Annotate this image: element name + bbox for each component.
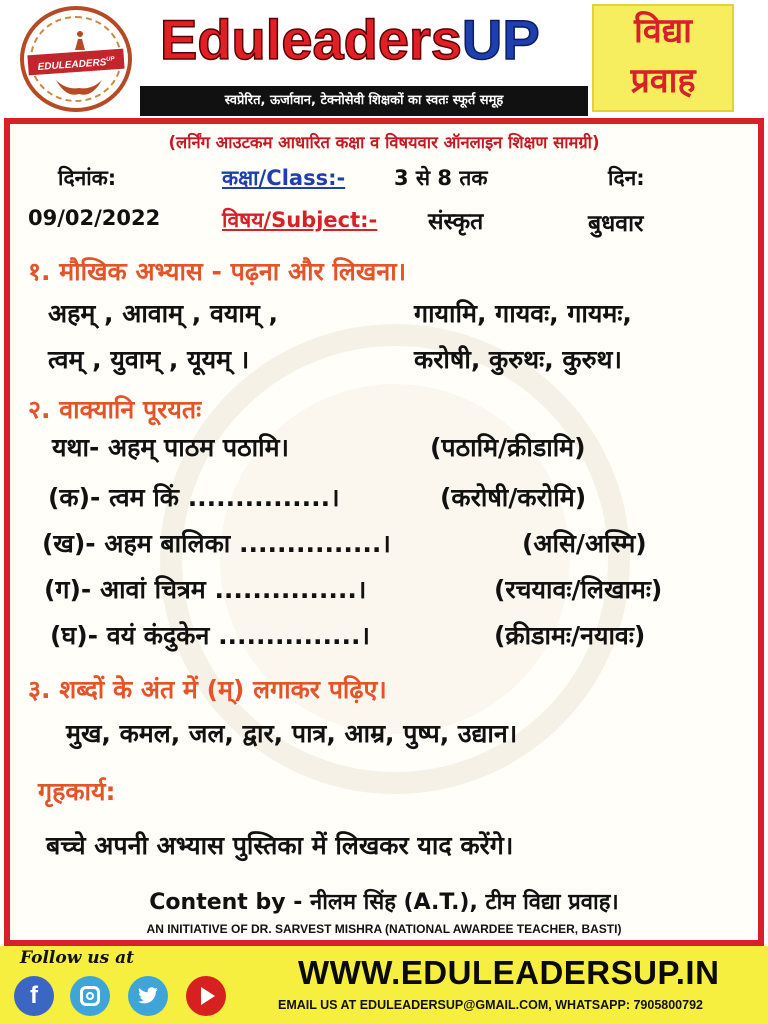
section1-left-line2: त्वम् , युवाम् , यूयम् । bbox=[48, 345, 250, 374]
person-icon bbox=[72, 30, 88, 50]
footer bbox=[0, 946, 768, 1024]
subject-value: संस्कृत bbox=[428, 209, 484, 235]
date-label: दिनांक: bbox=[58, 166, 117, 190]
section3-words: मुख, कमल, जल, द्वार, पात्र, आम्र, पुष्प, उद्यान। bbox=[66, 719, 518, 748]
follow-us-label: Follow us at bbox=[20, 948, 135, 968]
eduleaders-logo bbox=[20, 6, 132, 112]
twitter-icon[interactable] bbox=[128, 976, 168, 1016]
content-credit: Content by - नीलम सिंह (A.T.), टीम विद्या प्रवाह। bbox=[149, 890, 619, 915]
homework-heading: गृहकार्य: bbox=[38, 777, 116, 806]
section1-right-line2: करोषी, कुरुथः, कुरुथ। bbox=[414, 345, 623, 374]
exercise-kha-sentence: (ख)- अहम बालिका ...............। bbox=[42, 529, 391, 558]
youtube-icon[interactable] bbox=[186, 976, 226, 1016]
initiative-line: AN INITIATIVE OF DR. SARVEST MISHRA (NATIONAL AWARDEE TEACHER, BASTI) bbox=[146, 922, 622, 936]
exercise-ga-sentence: (ग)- आवां चित्रम ...............। bbox=[44, 575, 367, 604]
hands-icon bbox=[54, 76, 104, 98]
facebook-icon[interactable]: f bbox=[14, 976, 54, 1016]
class-label: कक्षा/Class:- bbox=[222, 166, 346, 190]
exercise-ka-sentence: (क)- त्वम किं ...............। bbox=[48, 483, 340, 512]
section1-heading: १. मौखिक अभ्यास - पढ़ना और लिखना। bbox=[28, 257, 407, 286]
pravah-text: प्रवाह bbox=[630, 61, 696, 101]
example-sentence: यथा- अहम् पाठम पठामि। bbox=[52, 433, 290, 462]
day-value: बुधवार bbox=[588, 211, 644, 237]
tagline: स्वप्रेरित, ऊर्जावान, टेक्नोसेवी शिक्षकों का स्वतः स्फूर्त समूह bbox=[140, 86, 588, 116]
logo-ribbon: $EDULEADERS^{UP}$ bbox=[27, 49, 124, 76]
homework-text: बच्चे अपनी अभ्यास पुस्तिका में लिखकर याद करेंगे। bbox=[46, 831, 514, 860]
brand-title: EduleadersUP bbox=[160, 8, 540, 71]
vidya-pravah-badge bbox=[592, 4, 734, 112]
class-value: 3 से 8 तक bbox=[394, 166, 488, 190]
subtitle: (लर्निंग आउटकम आधारित कक्षा व विषयवार ऑनलाइन शिक्षण सामग्री) bbox=[168, 133, 600, 152]
section3-heading: ३. शब्दों के अंत में (म्) लगाकर पढ़िए। bbox=[28, 675, 387, 704]
example-options: (पठामि/क्रीडामि) bbox=[430, 433, 586, 462]
date-value: 09/02/2022 bbox=[28, 206, 161, 230]
vidya-text: विद्या bbox=[634, 11, 692, 51]
subject-label: विषय/Subject:- bbox=[222, 208, 378, 232]
contact-info: EMAIL US AT EDULEADERSUP@GMAIL.COM, WHATSAPP: 7905800792 bbox=[278, 998, 703, 1012]
section1-right-line1: गायामि, गायवः, गायमः, bbox=[414, 299, 632, 328]
exercise-ga-options: (रचयावः/लिखामः) bbox=[494, 575, 663, 604]
exercise-gha-sentence: (घ)- वयं कंदुकेन ...............। bbox=[50, 621, 370, 650]
website-link[interactable]: WWW.EDULEADERSUP.IN bbox=[298, 954, 720, 991]
header bbox=[0, 0, 768, 118]
day-label: दिन: bbox=[608, 166, 645, 190]
exercise-ka-options: (करोषी/करोमि) bbox=[440, 483, 587, 512]
content-frame bbox=[4, 118, 764, 946]
exercise-kha-options: (असि/अस्मि) bbox=[522, 529, 647, 558]
exercise-gha-options: (क्रीडामः/नयावः) bbox=[494, 621, 646, 650]
instagram-icon[interactable] bbox=[70, 976, 110, 1016]
section2-heading: २. वाक्यानि पूरयतः bbox=[28, 395, 202, 424]
section1-left-line1: अहम् , आवाम् , वयाम् , bbox=[48, 299, 279, 328]
